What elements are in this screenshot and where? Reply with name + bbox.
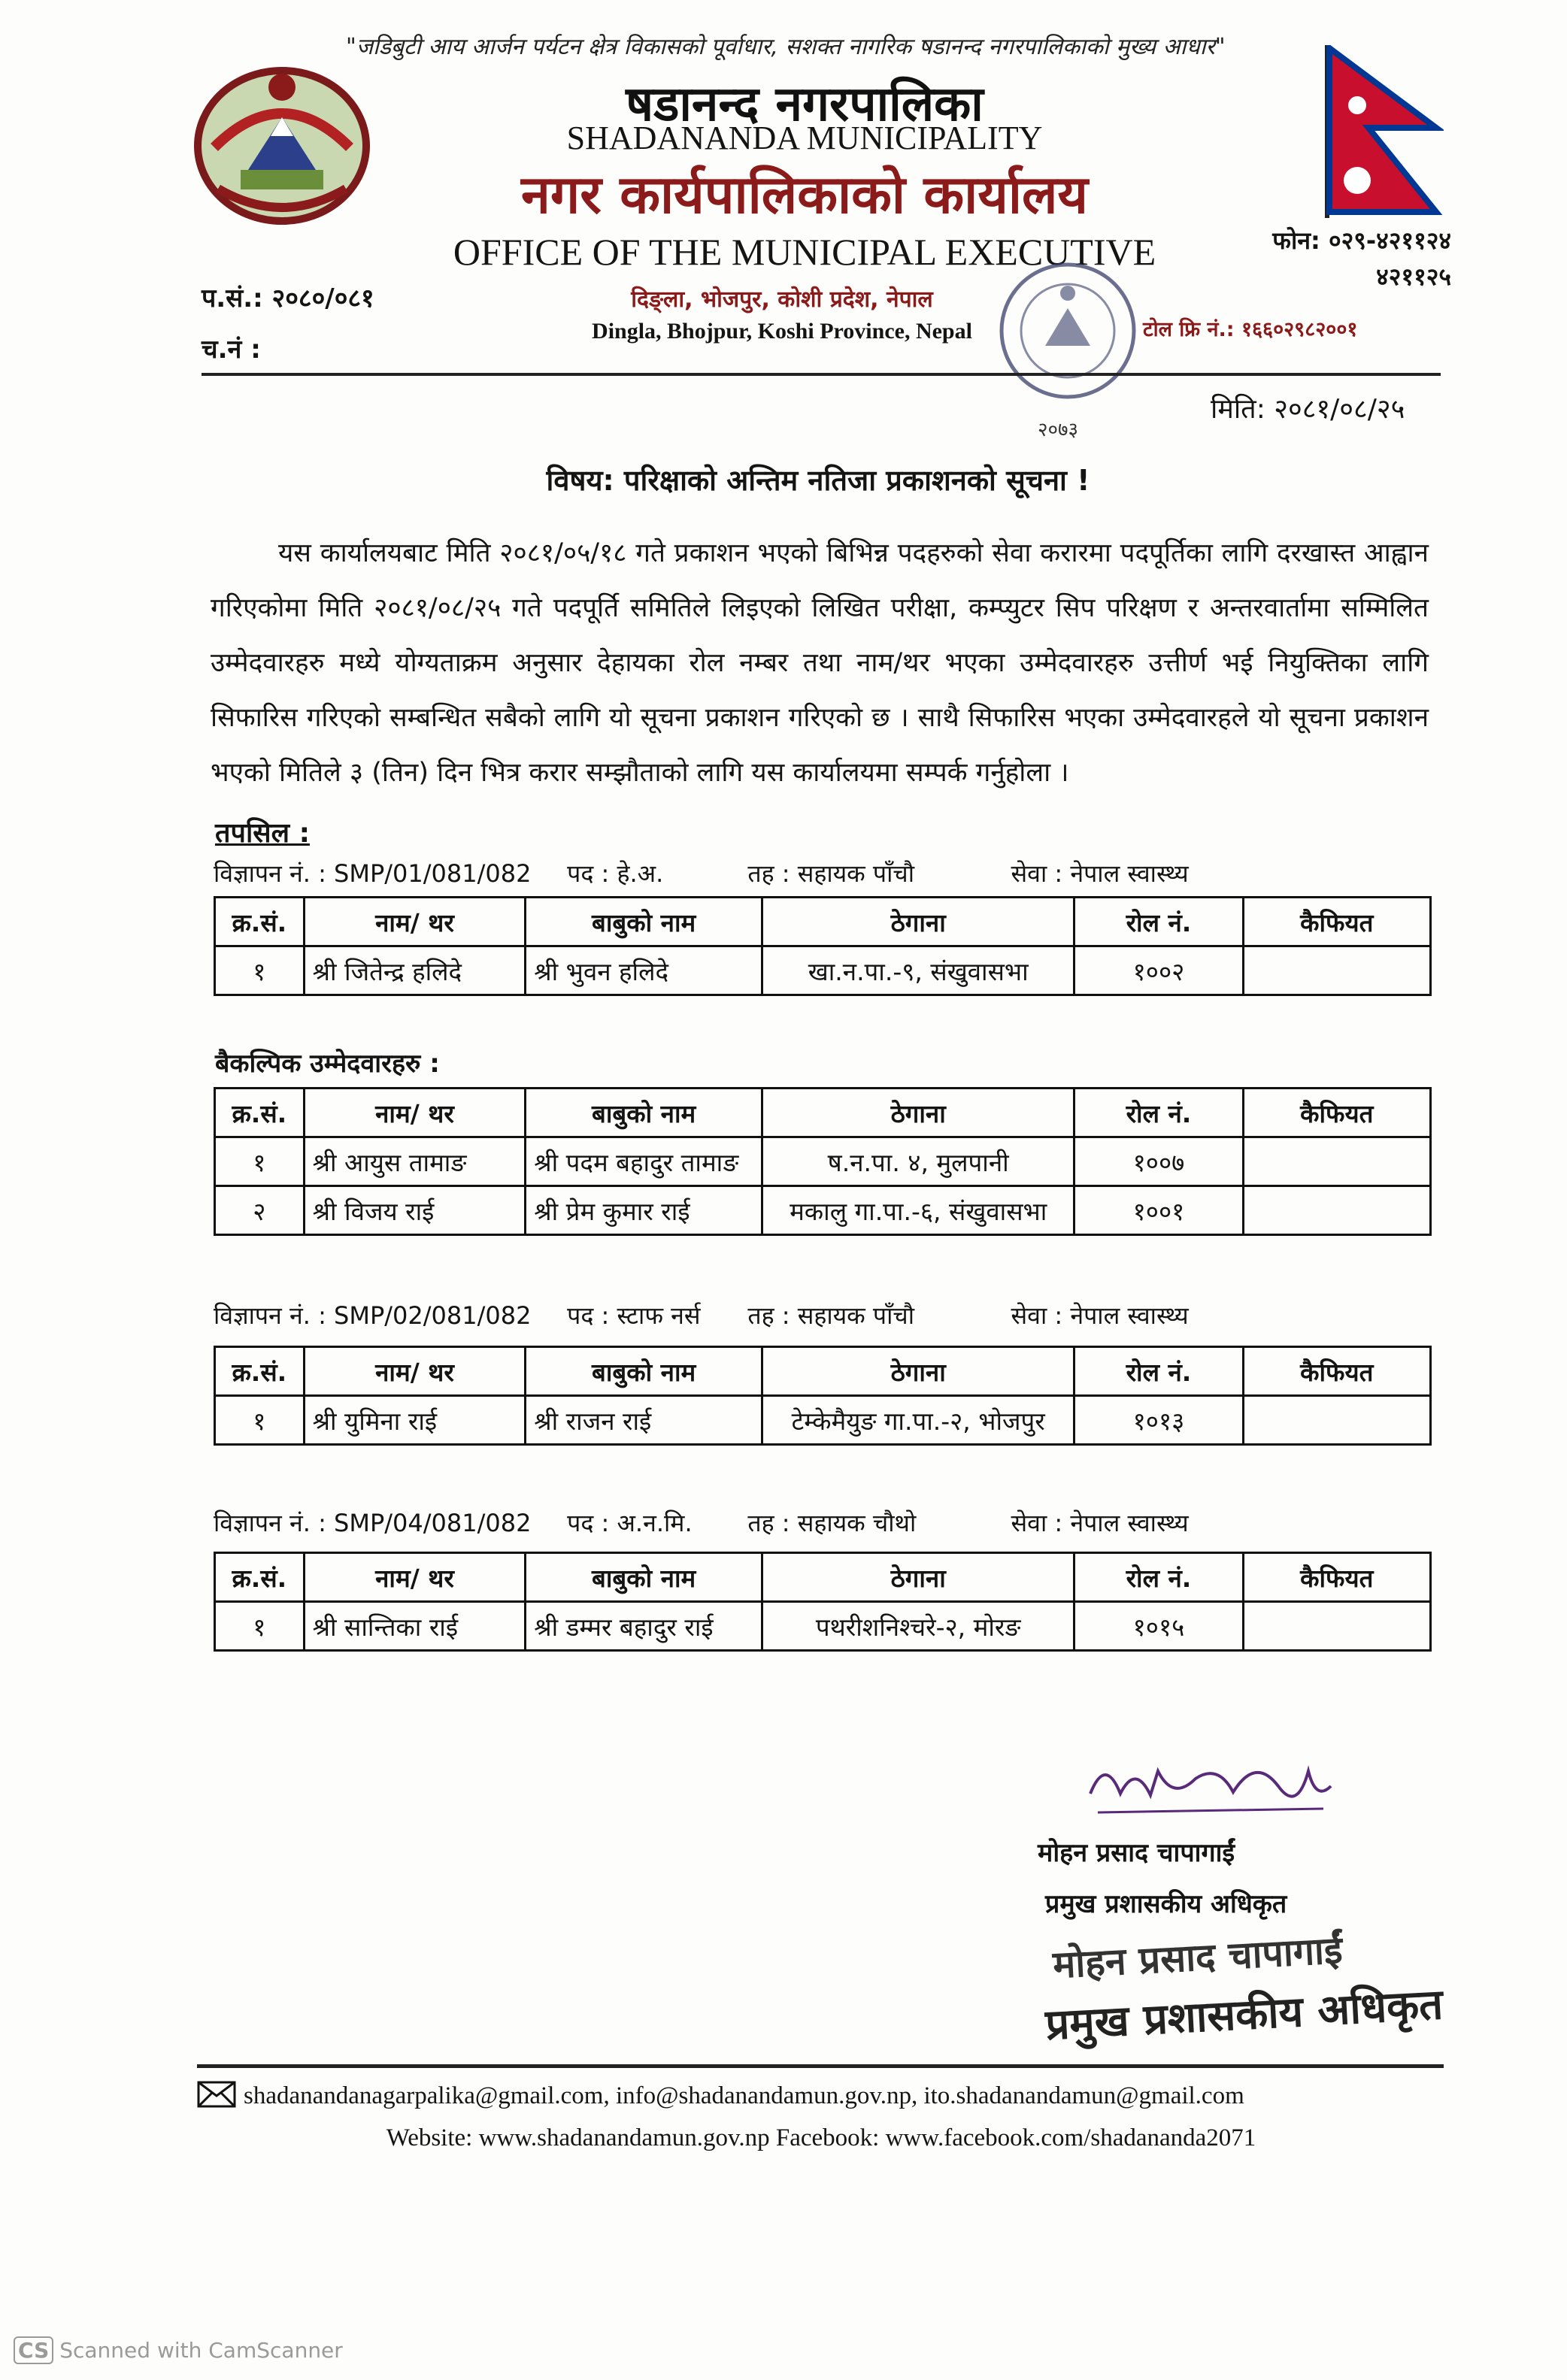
header-cell: रोल नं. xyxy=(1074,898,1243,946)
results-table xyxy=(214,896,1432,996)
table-row xyxy=(215,1137,1431,1186)
header-cell: नाम/ थर xyxy=(304,1553,526,1602)
header-cell: रोल नं. xyxy=(1074,1553,1243,1602)
header-cell: रोल नं. xyxy=(1074,1347,1243,1396)
stamp-year: २०७३ xyxy=(1038,419,1079,441)
handwritten-signature xyxy=(1083,1741,1338,1824)
header-cell: क्र.सं. xyxy=(215,1553,305,1602)
alternates-table xyxy=(214,1087,1432,1236)
address-cell: मकालु गा.पा.-६, संखुवासभा xyxy=(762,1186,1074,1235)
serial-cell: १ xyxy=(215,1602,305,1651)
address-cell: पथरीशनिश्चरे-२, मोरङ xyxy=(762,1602,1074,1651)
header-cell: बाबुको नाम xyxy=(526,1347,762,1396)
header-cell: नाम/ थर xyxy=(304,898,526,946)
municipality-name-en: SHADANANDA MUNICIPALITY xyxy=(566,120,1043,156)
header-cell: बाबुको नाम xyxy=(526,898,762,946)
remarks-cell xyxy=(1243,1602,1430,1651)
address-en: Dingla, Bhojpur, Koshi Province, Nepal xyxy=(592,319,972,344)
name-cell: श्री विजय राई xyxy=(304,1186,526,1235)
header-cell: क्र.सं. xyxy=(215,1089,305,1137)
camscanner-logo-icon: CS xyxy=(14,2336,53,2364)
remarks-cell xyxy=(1243,1186,1430,1235)
results-table xyxy=(214,1346,1432,1446)
table-header-row xyxy=(215,1089,1431,1137)
roll-number-cell: १००२ xyxy=(1074,946,1243,995)
ad-level: तह : सहायक पाँचौ xyxy=(747,859,914,888)
details-heading: तपसिल : xyxy=(215,818,310,849)
header-cell: क्र.सं. xyxy=(215,1347,305,1396)
header-cell: कैफियत xyxy=(1243,898,1430,946)
serial-cell: १ xyxy=(215,1396,305,1445)
table-header-row xyxy=(215,898,1431,946)
roll-number-cell: १००१ xyxy=(1074,1186,1243,1235)
office-seal-stamp xyxy=(962,241,1173,444)
father-name-cell: श्री राजन राई xyxy=(526,1396,762,1445)
office-name-en: OFFICE OF THE MUNICIPAL EXECUTIVE xyxy=(453,231,1156,273)
office-name-np: नगर कार्यपालिकाको कार्यालय xyxy=(520,164,1089,226)
address-cell: ष.न.पा. ४, मुलपानी xyxy=(762,1137,1074,1186)
table-header-row xyxy=(215,1347,1431,1396)
roll-number-cell: १०१५ xyxy=(1074,1602,1243,1651)
name-cell: श्री आयुस तामाङ xyxy=(304,1137,526,1186)
ad-number: विज्ञापन नं. : SMP/02/081/082 xyxy=(214,1301,532,1330)
header-cell: बाबुको नाम xyxy=(526,1553,762,1602)
header-cell: ठेगाना xyxy=(762,1347,1074,1396)
ad-info-line xyxy=(214,1299,1447,1331)
header-cell: रोल नं. xyxy=(1074,1089,1243,1137)
ad-post: पद : अ.न.मि. xyxy=(567,1509,693,1537)
municipality-name-np: षडानन्द नगरपालिका xyxy=(626,77,984,132)
footer-emails xyxy=(197,2081,1445,2115)
header-cell: कैफियत xyxy=(1243,1347,1430,1396)
father-name-cell: श्री भुवन हलिदे xyxy=(526,946,762,995)
serial-cell: १ xyxy=(215,946,305,995)
notice-paragraph: यस कार्यालयबाट मिति २०८१/०५/१८ गते प्रकाशन भएको बिभिन्न पदहरुको सेवा करारमा पदपूर्तिका लागि दरखास्त आह्वान गरिएकोमा मिति २०८१/०८/२५ गते पदपूर्ति समितिले लिइएको लिखित परीक्षा, कम्प्युटर सिप परिक्षण र अन्तरवार्तामा सम्मिलित उम्मेदवारहरु मध्ये योग्यताक्रम अनुसार देहायका रोल नम्बर तथा नाम/थर भएका उम्मेदवारहरु उत्तीर्ण भई नियुक्तिका लागि सिफारिस गरिएको सम्बन्धित सबैको लागि यो सूचना प्रकाशन गरिएको छ । साथै सिफारिस भएका उम्मेदवारहले यो सूचना प्रकाशन भएको मितिले ३ (तिन) दिन भित्र करार सम्झौताको लागि यस कार्यालयमा सम्पर्क गर्नुहोला । xyxy=(211,538,1429,788)
header-cell: ठेगाना xyxy=(762,1089,1074,1137)
phone-line-2: ४२११२५ xyxy=(1376,262,1451,291)
toll-free-number: टोल फ्रि नं.: १६६०२९८२००१ xyxy=(1143,318,1358,341)
ad-level: तह : सहायक चौथो xyxy=(747,1509,917,1537)
footer-divider xyxy=(197,2064,1444,2068)
email-addresses[interactable]: shadanandanagarpalika@gmail.com, info@shadanandamun.gov.np, ito.shadanandamun@gmail.com xyxy=(244,2082,1244,2110)
header-cell: ठेगाना xyxy=(762,1553,1074,1602)
nepal-flag-icon xyxy=(1323,45,1444,218)
table-row xyxy=(215,1186,1431,1235)
header-cell: बाबुको नाम xyxy=(526,1089,762,1137)
ad-info-line xyxy=(214,1506,1447,1539)
remarks-cell xyxy=(1243,1396,1430,1445)
slogan: "जडिबुटी आय आर्जन पर्यटन क्षेत्र विकासको पूर्वाधार, सशक्त नागरिक षडानन्द नगरपालिकाको मुख्य आधार" xyxy=(346,34,1226,60)
ad-post: पद : हे.अ. xyxy=(567,859,664,888)
name-cell: श्री युमिना राई xyxy=(304,1396,526,1445)
header-cell: कैफियत xyxy=(1243,1089,1430,1137)
serial-cell: २ xyxy=(215,1186,305,1235)
ad-info-line xyxy=(214,857,1447,889)
header-cell: नाम/ थर xyxy=(304,1347,526,1396)
ad-post: पद : स्टाफ नर्स xyxy=(567,1301,701,1330)
table-row xyxy=(215,1396,1431,1445)
ad-level: तह : सहायक पाँचौ xyxy=(747,1301,914,1330)
phone-line-1: फोन: ०२९-४२११२४ xyxy=(1272,226,1451,255)
remarks-cell xyxy=(1243,946,1430,995)
footer-website[interactable]: Website: www.shadanandamun.gov.np Facebook: www.facebook.com/shadananda2071 xyxy=(386,2124,1256,2151)
mail-icon xyxy=(197,2081,236,2115)
notice-body xyxy=(211,526,1429,801)
father-name-cell: श्री प्रेम कुमार राई xyxy=(526,1186,762,1235)
roll-number-cell: १००७ xyxy=(1074,1137,1243,1186)
ad-service: सेवा : नेपाल स्वास्थ्य xyxy=(1011,1301,1189,1330)
ad-number: विज्ञापन नं. : SMP/04/081/082 xyxy=(214,1509,532,1537)
letter-date: मिति: २०८१/०८/२५ xyxy=(1211,394,1405,425)
table-header-row xyxy=(215,1553,1431,1602)
ad-service: सेवा : नेपाल स्वास्थ्य xyxy=(1011,859,1189,888)
ad-service: सेवा : नेपाल स्वास्थ्य xyxy=(1011,1509,1189,1537)
ad-number: विज्ञापन नं. : SMP/01/081/082 xyxy=(214,859,532,888)
name-cell: श्री सान्तिका राई xyxy=(304,1602,526,1651)
serial-cell: १ xyxy=(215,1137,305,1186)
name-cell: श्री जितेन्द्र हलिदे xyxy=(304,946,526,995)
dispatch-number: च.नं : xyxy=(202,335,261,365)
alternate-candidates-heading: बैकल्पिक उम्मेदवारहरु : xyxy=(215,1049,440,1079)
father-name-cell: श्री पदम बहादुर तामाङ xyxy=(526,1137,762,1186)
address-cell: खा.न.पा.-९, संखुवासभा xyxy=(762,946,1074,995)
father-name-cell: श्री डम्मर बहादुर राई xyxy=(526,1602,762,1651)
header-cell: ठेगाना xyxy=(762,898,1074,946)
signatory-name: मोहन प्रसाद चापागाईं xyxy=(1038,1838,1235,1868)
signatory-title: प्रमुख प्रशासकीय अधिकृत xyxy=(1045,1889,1287,1919)
scanner-watermark-text: Scanned with CamScanner xyxy=(59,2338,343,2363)
phone-block xyxy=(1203,223,1451,295)
header-divider xyxy=(202,373,1441,376)
subject-line: विषय: परिक्षाको अन्तिम नतिजा प्रकाशनको सूचना ! xyxy=(546,464,1090,497)
title-stamp: प्रमुख प्रशासकीय अधिकृत xyxy=(1044,1980,1444,2050)
remarks-cell xyxy=(1243,1137,1430,1186)
roll-number-cell: १०१३ xyxy=(1074,1396,1243,1445)
results-table xyxy=(214,1552,1432,1652)
table-row xyxy=(215,1602,1431,1651)
header-cell: कैफियत xyxy=(1243,1553,1430,1602)
address-cell: टेम्केमैयुङ गा.पा.-२, भोजपुर xyxy=(762,1396,1074,1445)
header-cell: क्र.सं. xyxy=(215,898,305,946)
header-cell: नाम/ थर xyxy=(304,1089,526,1137)
table-row xyxy=(215,946,1431,995)
scanner-watermark xyxy=(14,2336,343,2364)
address-np: दिङ्ला, भोजपुर, कोशी प्रदेश, नेपाल xyxy=(631,286,933,313)
name-stamp: मोहन प्रसाद चापागाईं xyxy=(1051,1927,1344,1988)
letter-number: प.सं.: २०८०/०८१ xyxy=(202,283,374,313)
